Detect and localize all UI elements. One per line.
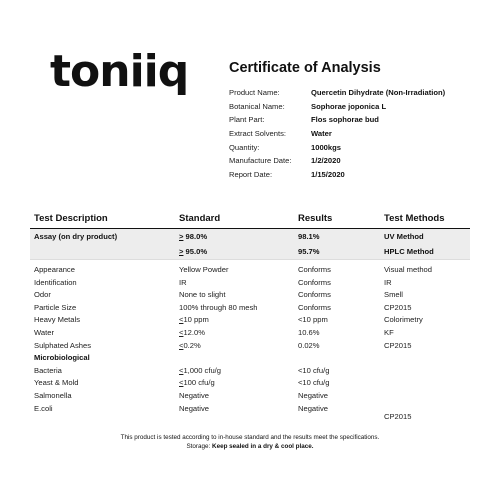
test-result: Conforms: [298, 290, 331, 300]
test-method: Visual method: [384, 265, 432, 274]
toniiq-logo: toniiq: [50, 46, 189, 97]
standard-value: 10 ppm: [183, 315, 209, 325]
leq-symbol: <: [179, 365, 184, 375]
standard-value: 0.2%: [183, 340, 201, 350]
info-value: Flos sophorae bud: [311, 115, 379, 125]
test-method: Smell: [384, 290, 403, 300]
test-name: Odor: [34, 290, 51, 300]
storage-instruction: Keep sealed in a dry & cool place.: [212, 443, 314, 450]
info-row-product-name: [229, 86, 445, 100]
info-label: Manufacture Date:: [229, 156, 292, 166]
standard-value: 98.0%: [183, 232, 208, 241]
table-row: [30, 365, 470, 378]
info-label: Plant Part:: [229, 115, 265, 125]
info-value: Sophorae joponica L: [311, 101, 387, 111]
test-standard: [179, 404, 209, 413]
standard-value: 100 cfu/g: [183, 378, 215, 388]
table-row: [30, 327, 470, 340]
info-label: Botanical Name:: [229, 101, 285, 111]
test-name: Identification: [34, 277, 77, 287]
standard-value: IR: [179, 277, 187, 287]
test-name: Sulphated Ashes: [34, 340, 91, 350]
test-standard: [179, 341, 201, 350]
standard-value: 100% through 80 mesh: [179, 302, 258, 312]
assay-block: [30, 229, 470, 260]
geq-symbol: >: [179, 247, 184, 256]
standard-value: 95.0%: [183, 247, 208, 256]
test-name: Yeast & Mold: [34, 378, 79, 388]
test-result: Conforms: [298, 265, 331, 274]
info-label: Extract Solvents:: [229, 129, 286, 139]
test-result: Conforms: [298, 277, 331, 287]
test-method: KF: [384, 328, 394, 337]
test-standard: [179, 366, 221, 375]
info-label: Quantity:: [229, 142, 260, 152]
test-result: <10 cfu/g: [298, 365, 330, 375]
leq-symbol: <: [179, 315, 184, 325]
leq-symbol: <: [179, 378, 184, 388]
section-title: Microbiological: [34, 353, 90, 363]
micro-test-method: CP2015: [384, 412, 412, 421]
test-method: Colorimetry: [384, 315, 423, 325]
info-row-extract-solvents: [229, 127, 445, 141]
info-value: Water: [311, 129, 332, 139]
section-heading-microbiological: [30, 352, 470, 365]
footer-storage: [0, 443, 500, 452]
standard-value: Negative: [179, 391, 209, 400]
info-row-quantity: [229, 140, 445, 154]
test-standard: [179, 391, 209, 400]
table-row: [30, 277, 470, 290]
test-method: CP2015: [384, 302, 412, 312]
info-row-plant-part: [229, 113, 445, 127]
test-name: Bacteria: [34, 365, 62, 375]
test-method: CP2015: [384, 340, 412, 350]
table-row: [30, 390, 470, 403]
test-result: <10 ppm: [298, 315, 328, 325]
table-row: [30, 340, 470, 353]
info-value: 1000kgs: [311, 142, 341, 152]
test-name: E.coli: [34, 403, 53, 413]
test-name: Salmonella: [34, 391, 72, 400]
header-results: Results: [298, 213, 333, 224]
test-name: Particle Size: [34, 302, 77, 312]
test-name: Heavy Metals: [34, 315, 81, 325]
test-result: Negative: [298, 403, 328, 413]
info-row-manufacture-date: [229, 154, 445, 168]
info-row-report-date: [229, 168, 445, 182]
test-standard: [179, 290, 225, 299]
assay-standard: [179, 247, 207, 256]
test-result: 0.02%: [298, 340, 320, 350]
table-row: [30, 302, 470, 315]
table-row: [30, 289, 470, 302]
test-name: Appearance: [34, 265, 75, 274]
info-value: Quercetin Dihydrate (Non-Irradiation): [311, 88, 446, 98]
header-test-description: Test Description: [34, 213, 108, 224]
page-title: Certificate of Analysis: [229, 60, 381, 76]
info-value: 1/15/2020: [311, 169, 345, 179]
test-method: IR: [384, 277, 392, 287]
info-label: Product Name:: [229, 88, 280, 98]
leq-symbol: <: [179, 328, 184, 337]
leq-symbol: <: [179, 340, 184, 350]
table-row: [30, 314, 470, 327]
test-result: Conforms: [298, 302, 331, 312]
test-result: 10.6%: [298, 328, 320, 337]
footer: [0, 434, 500, 452]
test-standard: [179, 278, 187, 287]
standard-value: Negative: [179, 403, 209, 413]
assay-method: UV Method: [384, 232, 424, 241]
table-header: [30, 210, 470, 229]
table-row: [30, 377, 470, 390]
test-standard: [179, 378, 215, 387]
test-name: Water: [34, 328, 54, 337]
standard-value: 1,000 cfu/g: [183, 365, 222, 375]
assay-result: 98.1%: [298, 232, 320, 241]
footer-note: This product is tested according to in-house standard and the results meet the specifications.: [120, 434, 380, 441]
test-standard: [179, 265, 229, 274]
test-result: Negative: [298, 391, 328, 400]
standard-value: Yellow Powder: [179, 265, 229, 274]
standard-value: 12.0%: [183, 328, 205, 337]
geq-symbol: >: [179, 232, 184, 241]
info-label: Report Date:: [229, 169, 273, 179]
assay-label: Assay (on dry product): [34, 232, 118, 241]
test-result: <10 cfu/g: [298, 378, 330, 388]
test-standard: [179, 303, 258, 312]
assay-result: 95.7%: [298, 247, 320, 256]
assay-method: HPLC Method: [384, 247, 434, 256]
assay-row: [30, 229, 470, 244]
table-row: [30, 264, 470, 277]
test-standard: [179, 328, 205, 337]
product-info: [229, 86, 445, 181]
header-standard: Standard: [179, 213, 221, 224]
standard-value: None to slight: [179, 290, 226, 300]
test-standard: [179, 315, 209, 324]
info-value: 1/2/2020: [311, 156, 341, 166]
info-row-botanical-name: [229, 100, 445, 114]
assay-standard: [179, 232, 207, 241]
assay-row: [30, 244, 470, 259]
header-test-methods: Test Methods: [384, 213, 445, 224]
storage-label: Storage:: [186, 443, 213, 450]
